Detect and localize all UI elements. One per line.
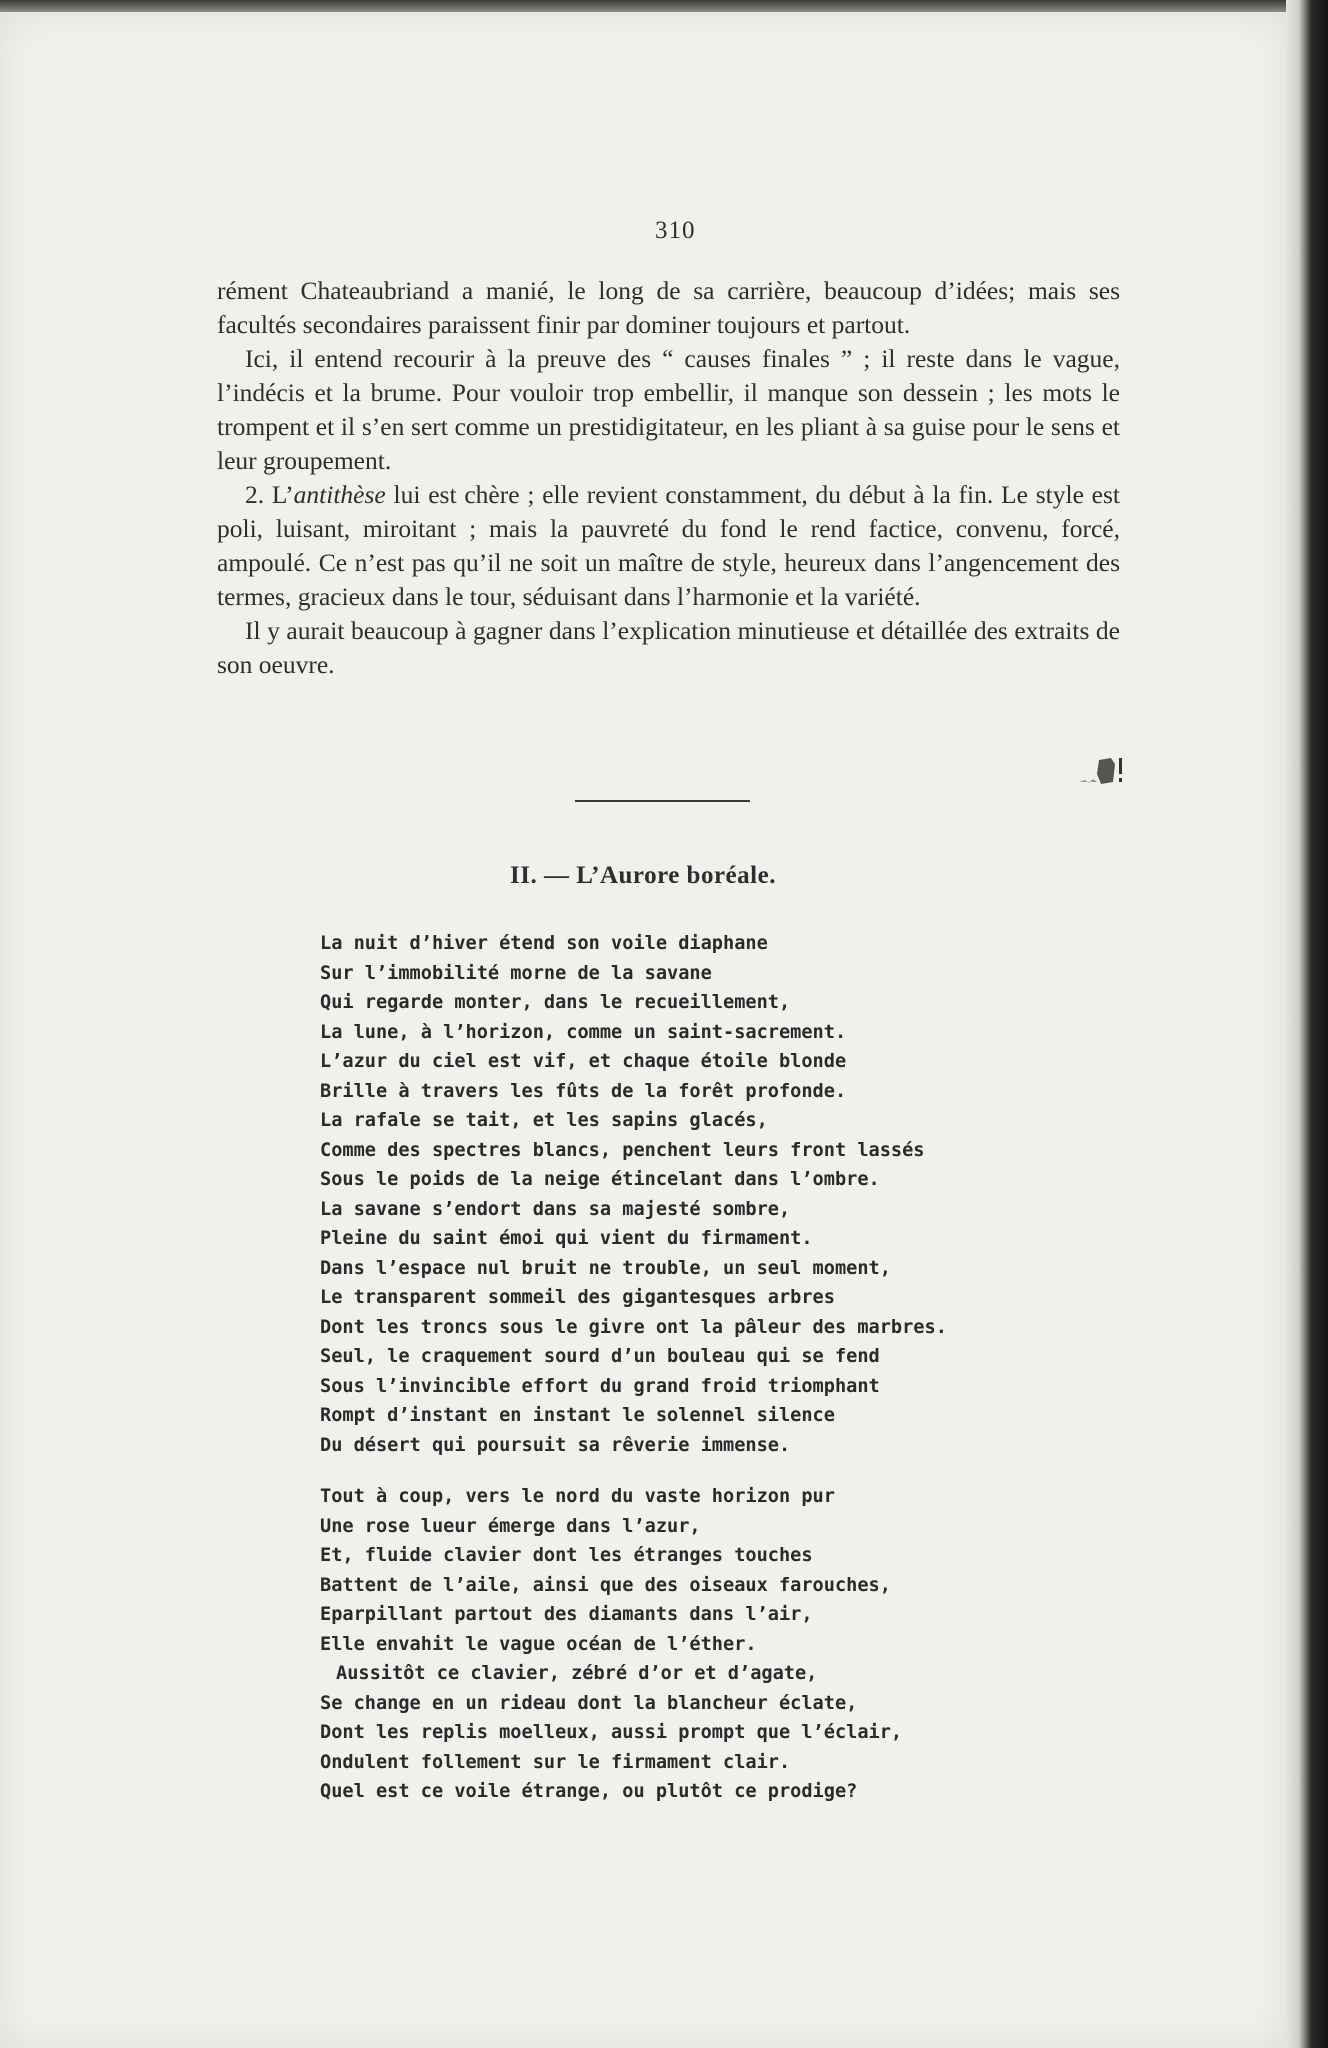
poem (320, 929, 1080, 1829)
paragraph-3: 2. L’antithèse lui est chère ; elle revient constamment, du début à la fin. Le style est poli, luisant, miroitant ; mais la pauvreté du fond le rend factice, convenu, forcé, ampoulé. Ce n’est pas qu’il ne soit un maître de style, heureux dans l’angencement des termes, gracieux dans le tour, séduisant dans l’harmonie et la variété. (217, 480, 1120, 611)
poem-line: L’azur du ciel est vif, et chaque étoile blonde (320, 1051, 847, 1072)
poem-line: Eparpillant partout des diamants dans l’air, (320, 1604, 813, 1625)
poem-line: Du désert qui poursuit sa rêverie immense. (320, 1434, 791, 1456)
poem-line: Ondulent follement sur le firmament clair. (320, 1751, 791, 1773)
paragraph-1: rément Chateaubriand a manié, le long de sa carrière, beaucoup d’idées; mais ses facultés secondaires paraissent finir par dominer toujours et partout. (217, 276, 1120, 339)
poem-line: Tout à coup, vers le nord du vaste horizon pur (320, 1486, 835, 1507)
section-divider (575, 800, 750, 802)
poem-line: Quel est ce voile étrange, ou plutôt ce prodige? (320, 1781, 858, 1802)
poem-line: Seul, le craquement sourd d’un bouleau qui se fend (320, 1346, 880, 1367)
poem-line: Pleine du saint émoi qui vient du firmament. (320, 1228, 813, 1249)
poem-line: Battent de l’aile, ainsi que des oiseaux farouches, (320, 1574, 891, 1596)
poem-line: Et, fluide clavier dont les étranges touches (320, 1545, 813, 1566)
poem-line: Se change en un rideau dont la blancheur éclate, (320, 1692, 858, 1714)
poem-line: Elle envahit le vague océan de l’éther. (320, 1633, 757, 1655)
poem-line: La rafale se tait, et les sapins glacés, (320, 1110, 768, 1131)
poem-line: Brille à travers les fûts de la forêt profonde. (320, 1080, 847, 1102)
poem-line: Une rose lueur émerge dans l’azur, (320, 1515, 701, 1537)
ink-blot-icon (1075, 752, 1125, 788)
paragraph-4: Il y aurait beaucoup à gagner dans l’explication minutieuse et détaillée des extraits de son oeuvre. (217, 616, 1120, 679)
poem-line: La lune, à l’horizon, comme un saint-sacrement. (320, 1021, 847, 1043)
poem-stanza-1 (320, 929, 1080, 1460)
emphasis-antithese: antithèse (293, 480, 386, 509)
poem-line: Rompt d’instant en instant le solennel silence (320, 1405, 835, 1426)
poem-line: Dont les replis moelleux, aussi prompt que l’éclair, (320, 1722, 903, 1743)
poem-line: Aussitôt ce clavier, zébré d’or et d’agate, (336, 1663, 818, 1684)
prose-block (217, 274, 1120, 682)
paragraph-2: Ici, il entend recourir à la preuve des “ causes finales ” ; il reste dans le vague, l’indécis et la brume. Pour vouloir trop embellir, il manque son dessein ; les mots le trompent et il s’en sert comme un prestidigitateur, en les pliant à sa guise pour le sens et leur groupement. (217, 344, 1120, 475)
poem-line: Dans l’espace nul bruit ne trouble, un seul moment, (320, 1257, 891, 1279)
paragraph-number: 2. (245, 480, 265, 509)
poem-line: Sur l’immobilité morne de la savane (320, 962, 712, 984)
top-page-edge (0, 0, 1286, 12)
poem-line: Qui regarde monter, dans le recueillement, (320, 992, 791, 1013)
section-title: II. — L’Aurore boréale. (510, 862, 776, 889)
book-page (0, 12, 1286, 2048)
poem-stanza-2 (320, 1482, 1080, 1807)
poem-line: La savane s’endort dans sa majesté sombre, (320, 1198, 791, 1220)
poem-line: Le transparent sommeil des gigantesques arbres (320, 1287, 835, 1308)
right-page-edge (1286, 0, 1328, 2048)
poem-line: Dont les troncs sous le givre ont la pâleur des marbres. (320, 1316, 947, 1338)
poem-line: Sous le poids de la neige étincelant dans l’ombre. (320, 1169, 880, 1190)
poem-line: Sous l’invincible effort du grand froid triomphant (320, 1375, 880, 1397)
poem-line: Comme des spectres blancs, penchent leurs front lassés (320, 1139, 925, 1161)
page-number: 310 (655, 217, 696, 244)
poem-line: La nuit d’hiver étend son voile diaphane (320, 933, 768, 954)
